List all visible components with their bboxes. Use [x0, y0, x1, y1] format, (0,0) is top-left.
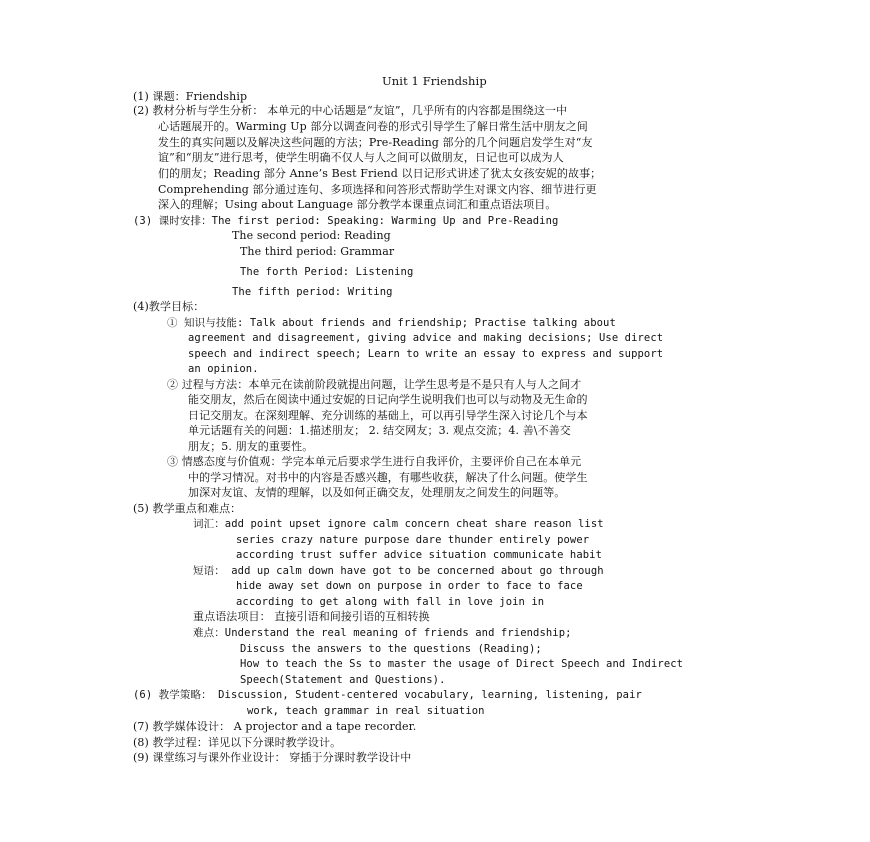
section-analysis-line: (2) 教材分析与学生分析： 本单元的中心话题是“友谊”，几乎所有的内容都是围绕这一中	[133, 104, 568, 117]
difficulty-line: How to teach the Ss to master the usage of Direct Speech and Indirect	[240, 658, 684, 670]
objective-process-line: 朋友；5. 朋友的重要性。	[188, 440, 314, 453]
section-analysis-line: 们的朋友；Reading 部分 Anne’s Best Friend 以日记形式讲述了犹太女孩安妮的故事；	[158, 167, 602, 180]
objective-attitude-line: 加深对友谊、友情的理解，以及如何正确交友，处理朋友之间发生的问题等。	[188, 486, 566, 499]
objective-knowledge-line: agreement and disagreement, giving advice and making decisions; Use direct	[188, 332, 664, 344]
section-media: (7) 教学媒体设计： A projector and a tape recorder.	[133, 720, 417, 733]
phrases-line: hide away set down on purpose in order to face to face	[236, 580, 583, 592]
objective-process-line: 能交朋友，然后在阅读中通过安妮的日记向学生说明我们也可以与动物及无生命的	[188, 393, 588, 406]
section-strategy-cont: work, teach grammar in real situation	[247, 705, 485, 717]
phrases-line: according to get along with fall in love join in	[236, 596, 545, 608]
section-key-points: (5) 教学重点和难点：	[133, 502, 242, 515]
difficulty-line: 难点：Understand the real meaning of friends and friendship;	[193, 627, 572, 639]
section-homework: (9) 课堂练习与课外作业设计： 穿插于分课时教学设计中	[133, 751, 412, 764]
section-analysis-line: 发生的真实问题以及解决这些问题的方法；Pre-Reading 部分的几个问题启发学生对“友	[158, 136, 593, 149]
schedule-period: The fifth period: Writing	[232, 286, 393, 298]
grammar-item: 重点语法项目： 直接引语和间接引语的互相转换	[193, 610, 430, 623]
vocabulary-line: series crazy nature purpose dare thunder entirely power	[236, 534, 590, 546]
schedule-period: The third period: Grammar	[240, 245, 395, 258]
document-title: Unit 1 Friendship	[382, 74, 487, 88]
section-analysis-line: 深入的理解；Using about Language 部分教学本课重点词汇和重点语法项目。	[158, 198, 557, 211]
section-analysis-line: 谊”和“朋友”进行思考，使学生明确不仅人与人之间可以做朋友，日记也可以成为人	[158, 151, 564, 164]
vocabulary-line: according trust suffer advice situation communicate habit	[236, 549, 603, 561]
phrases-line: 短语： add up calm down have got to be concerned about go through	[193, 565, 604, 577]
section-topic: (1) 课题：Friendship	[133, 90, 248, 103]
schedule-period: The second period: Reading	[232, 229, 391, 242]
difficulty-line: Discuss the answers to the questions (Reading);	[240, 643, 542, 655]
schedule-period: The forth Period: Listening	[240, 266, 414, 278]
section-analysis-line: 心话题展开的。Warming Up 部分以调查问卷的形式引导学生了解日常生活中朋友之间	[158, 120, 588, 133]
objective-process-line: 日记交朋友。在深刻理解、充分训练的基础上，可以再引导学生深入讨论几个与本	[188, 409, 588, 422]
objective-process-line: 单元话题有关的问题：1.描述朋友； 2. 结交网友；3. 观点交流；4. 善\不善交	[188, 424, 571, 437]
objective-knowledge-line: an opinion.	[188, 363, 259, 375]
difficulty-line: Speech(Statement and Questions).	[240, 674, 446, 686]
vocabulary-line: 词汇：add point upset ignore calm concern cheat share reason list	[193, 518, 604, 530]
section-strategy: (6) 教学策略： Discussion, Student-centered vocabulary, learning, listening, pair	[133, 689, 642, 701]
objective-knowledge-line: ① 知识与技能: Talk about friends and friendship; Practise talking about	[167, 317, 616, 329]
objective-process-line: ② 过程与方法：本单元在读前阶段就提出问题，让学生思考是不是只有人与人之间才	[167, 378, 582, 391]
section-process: (8) 教学过程：详见以下分课时教学设计。	[133, 736, 342, 749]
section-schedule: (3) 课时安排：The first period: Speaking: Warming Up and Pre-Reading	[133, 215, 559, 227]
objective-attitude-line: 中的学习情况。对书中的内容是否感兴趣，有哪些收获，解决了什么问题。使学生	[188, 471, 588, 484]
section-objectives: (4)教学目标：	[133, 300, 205, 313]
section-analysis-line: Comprehending 部分通过连句、多项选择和问答形式帮助学生对课文内容、细节进行更	[158, 183, 597, 196]
objective-knowledge-line: speech and indirect speech; Learn to write an essay to express and support	[188, 348, 664, 360]
objective-attitude-line: ③ 情感态度与价值观：学完本单元后要求学生进行自我评价，主要评价自己在本单元	[167, 455, 582, 468]
